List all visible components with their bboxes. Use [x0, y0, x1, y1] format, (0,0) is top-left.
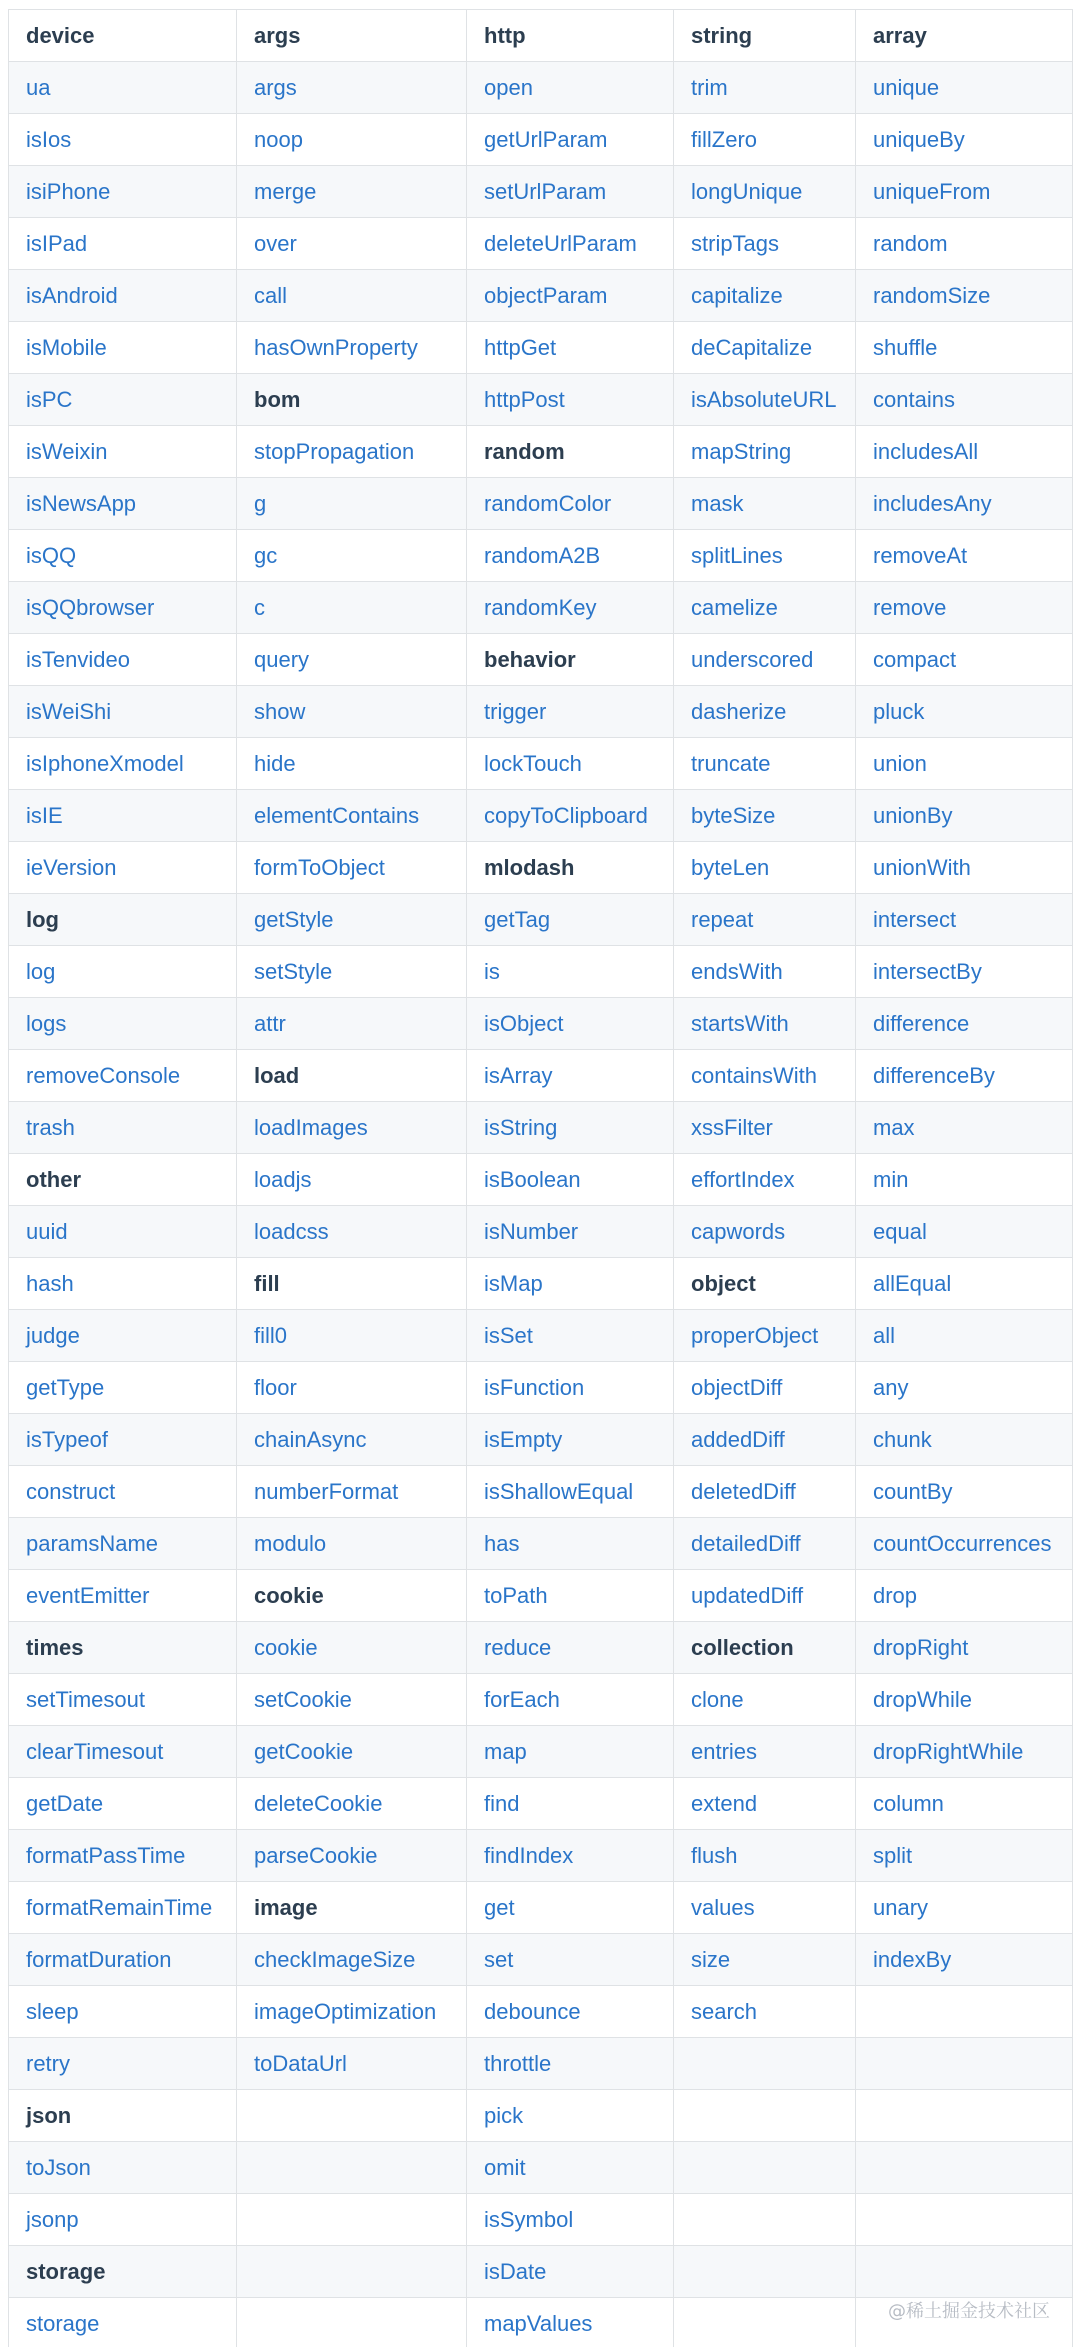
empty-cell: [674, 2298, 856, 2347]
empty-cell: [237, 2246, 467, 2298]
function-link[interactable]: getUrlParam: [467, 114, 674, 166]
function-link[interactable]: difference: [856, 998, 1073, 1050]
table-row: [9, 1934, 1073, 1986]
function-link[interactable]: debounce: [467, 1986, 674, 2038]
function-link[interactable]: dropWhile: [856, 1674, 1073, 1726]
empty-cell: [856, 2246, 1073, 2298]
function-link[interactable]: isQQ: [9, 530, 237, 582]
function-link[interactable]: addedDiff: [674, 1414, 856, 1466]
function-link[interactable]: toPath: [467, 1570, 674, 1622]
function-link[interactable]: trim: [674, 62, 856, 114]
table-row: [9, 1674, 1073, 1726]
function-link[interactable]: getType: [9, 1362, 237, 1414]
function-link[interactable]: randomColor: [467, 478, 674, 530]
group-heading-cell: fill: [237, 1258, 467, 1310]
group-heading-cell: image: [237, 1882, 467, 1934]
table-row: [9, 530, 1073, 582]
empty-cell: [856, 2038, 1073, 2090]
function-link[interactable]: byteLen: [674, 842, 856, 894]
function-link[interactable]: httpPost: [467, 374, 674, 426]
function-link[interactable]: dasherize: [674, 686, 856, 738]
function-link[interactable]: get: [467, 1882, 674, 1934]
function-link[interactable]: getCookie: [237, 1726, 467, 1778]
function-link[interactable]: elementContains: [237, 790, 467, 842]
function-link[interactable]: attr: [237, 998, 467, 1050]
function-link[interactable]: isPC: [9, 374, 237, 426]
table-row: [9, 2142, 1073, 2194]
function-link[interactable]: is: [467, 946, 674, 998]
function-link[interactable]: modulo: [237, 1518, 467, 1570]
empty-cell: [237, 2194, 467, 2246]
function-link[interactable]: randomSize: [856, 270, 1073, 322]
table-row: [9, 62, 1073, 114]
function-link[interactable]: show: [237, 686, 467, 738]
group-heading-cell: cookie: [237, 1570, 467, 1622]
function-link[interactable]: deleteCookie: [237, 1778, 467, 1830]
function-link[interactable]: paramsName: [9, 1518, 237, 1570]
empty-cell: [237, 2090, 467, 2142]
function-link[interactable]: containsWith: [674, 1050, 856, 1102]
function-link[interactable]: uniqueFrom: [856, 166, 1073, 218]
function-link[interactable]: flush: [674, 1830, 856, 1882]
function-link[interactable]: args: [237, 62, 467, 114]
function-link[interactable]: allEqual: [856, 1258, 1073, 1310]
table-row: [9, 1310, 1073, 1362]
empty-cell: [674, 2246, 856, 2298]
function-link[interactable]: splitLines: [674, 530, 856, 582]
function-link[interactable]: camelize: [674, 582, 856, 634]
function-link[interactable]: intersect: [856, 894, 1073, 946]
function-link[interactable]: toJson: [9, 2142, 237, 2194]
function-link[interactable]: includesAny: [856, 478, 1073, 530]
function-link[interactable]: removeConsole: [9, 1050, 237, 1102]
function-link[interactable]: includesAll: [856, 426, 1073, 478]
table-row: [9, 478, 1073, 530]
group-heading-cell: mlodash: [467, 842, 674, 894]
function-link[interactable]: isNewsApp: [9, 478, 237, 530]
function-link[interactable]: removeAt: [856, 530, 1073, 582]
function-link[interactable]: clone: [674, 1674, 856, 1726]
function-link[interactable]: remove: [856, 582, 1073, 634]
function-link[interactable]: isWeiShi: [9, 686, 237, 738]
group-heading-cell: other: [9, 1154, 237, 1206]
function-link[interactable]: open: [467, 62, 674, 114]
function-link[interactable]: isIPad: [9, 218, 237, 270]
header-row: [9, 10, 1073, 62]
table-row: [9, 946, 1073, 998]
function-link[interactable]: hasOwnProperty: [237, 322, 467, 374]
function-link[interactable]: isArray: [467, 1050, 674, 1102]
function-link[interactable]: parseCookie: [237, 1830, 467, 1882]
function-link[interactable]: repeat: [674, 894, 856, 946]
function-link[interactable]: forEach: [467, 1674, 674, 1726]
function-link[interactable]: clearTimesout: [9, 1726, 237, 1778]
function-link[interactable]: hash: [9, 1258, 237, 1310]
function-link[interactable]: objectDiff: [674, 1362, 856, 1414]
function-link[interactable]: extend: [674, 1778, 856, 1830]
function-link[interactable]: isObject: [467, 998, 674, 1050]
function-link[interactable]: loadjs: [237, 1154, 467, 1206]
function-link[interactable]: loadcss: [237, 1206, 467, 1258]
table-row: [9, 2038, 1073, 2090]
table-row: [9, 374, 1073, 426]
table-row: [9, 1154, 1073, 1206]
function-link[interactable]: numberFormat: [237, 1466, 467, 1518]
table-row: [9, 1778, 1073, 1830]
function-link[interactable]: isBoolean: [467, 1154, 674, 1206]
function-link[interactable]: deCapitalize: [674, 322, 856, 374]
table-row: [9, 1882, 1073, 1934]
function-link[interactable]: merge: [237, 166, 467, 218]
function-link[interactable]: throttle: [467, 2038, 674, 2090]
function-link[interactable]: setTimesout: [9, 1674, 237, 1726]
empty-cell: [674, 2090, 856, 2142]
table-row: [9, 738, 1073, 790]
function-link[interactable]: uuid: [9, 1206, 237, 1258]
function-link[interactable]: omit: [467, 2142, 674, 2194]
function-link[interactable]: isTypeof: [9, 1414, 237, 1466]
table-row: [9, 1102, 1073, 1154]
function-link[interactable]: hide: [237, 738, 467, 790]
function-link[interactable]: construct: [9, 1466, 237, 1518]
function-link[interactable]: isIphoneXmodel: [9, 738, 237, 790]
function-link[interactable]: pick: [467, 2090, 674, 2142]
table-row: [9, 1206, 1073, 1258]
function-link[interactable]: shuffle: [856, 322, 1073, 374]
function-link[interactable]: trigger: [467, 686, 674, 738]
function-link[interactable]: eventEmitter: [9, 1570, 237, 1622]
function-link[interactable]: isIos: [9, 114, 237, 166]
function-link[interactable]: cookie: [237, 1622, 467, 1674]
function-link[interactable]: dropRight: [856, 1622, 1073, 1674]
function-link[interactable]: isAndroid: [9, 270, 237, 322]
function-link[interactable]: contains: [856, 374, 1073, 426]
empty-cell: [856, 2194, 1073, 2246]
function-link[interactable]: startsWith: [674, 998, 856, 1050]
table-row: [9, 1362, 1073, 1414]
function-link[interactable]: call: [237, 270, 467, 322]
function-link[interactable]: chunk: [856, 1414, 1073, 1466]
function-link[interactable]: deletedDiff: [674, 1466, 856, 1518]
function-link[interactable]: union: [856, 738, 1073, 790]
table-row: [9, 2090, 1073, 2142]
function-link[interactable]: formToObject: [237, 842, 467, 894]
function-link[interactable]: search: [674, 1986, 856, 2038]
function-link[interactable]: map: [467, 1726, 674, 1778]
table-row: [9, 2246, 1073, 2298]
table-row: [9, 1622, 1073, 1674]
function-link[interactable]: setCookie: [237, 1674, 467, 1726]
function-link[interactable]: unionBy: [856, 790, 1073, 842]
function-link[interactable]: sleep: [9, 1986, 237, 2038]
table-row: [9, 790, 1073, 842]
function-link[interactable]: isIE: [9, 790, 237, 842]
function-link[interactable]: setUrlParam: [467, 166, 674, 218]
function-link[interactable]: loadImages: [237, 1102, 467, 1154]
table-header: [9, 10, 1073, 62]
table-row: [9, 1986, 1073, 2038]
table-row: [9, 1570, 1073, 1622]
function-link[interactable]: copyToClipboard: [467, 790, 674, 842]
function-link[interactable]: floor: [237, 1362, 467, 1414]
function-link[interactable]: getDate: [9, 1778, 237, 1830]
function-link[interactable]: isEmpty: [467, 1414, 674, 1466]
function-link[interactable]: gc: [237, 530, 467, 582]
empty-cell: [674, 2038, 856, 2090]
empty-cell: [674, 2194, 856, 2246]
group-heading-cell: json: [9, 2090, 237, 2142]
table-row: [9, 166, 1073, 218]
function-link[interactable]: dropRightWhile: [856, 1726, 1073, 1778]
function-link[interactable]: log: [9, 946, 237, 998]
table-row: [9, 998, 1073, 1050]
function-link[interactable]: isShallowEqual: [467, 1466, 674, 1518]
function-link[interactable]: unionWith: [856, 842, 1073, 894]
function-link[interactable]: setStyle: [237, 946, 467, 998]
function-link[interactable]: countBy: [856, 1466, 1073, 1518]
function-link[interactable]: httpGet: [467, 322, 674, 374]
table-row: [9, 322, 1073, 374]
function-link[interactable]: intersectBy: [856, 946, 1073, 998]
empty-cell: [237, 2142, 467, 2194]
function-link[interactable]: isMap: [467, 1258, 674, 1310]
function-link[interactable]: ua: [9, 62, 237, 114]
column-header-string: string: [674, 10, 856, 62]
function-link[interactable]: unique: [856, 62, 1073, 114]
empty-cell: [856, 2142, 1073, 2194]
group-heading-cell: object: [674, 1258, 856, 1310]
empty-cell: [674, 2142, 856, 2194]
table-row: [9, 1258, 1073, 1310]
function-link[interactable]: isMobile: [9, 322, 237, 374]
group-heading-cell: times: [9, 1622, 237, 1674]
table-row: [9, 270, 1073, 322]
function-link[interactable]: findIndex: [467, 1830, 674, 1882]
api-function-table: [8, 9, 1073, 2347]
group-heading-cell: collection: [674, 1622, 856, 1674]
function-link[interactable]: capitalize: [674, 270, 856, 322]
function-link[interactable]: isQQbrowser: [9, 582, 237, 634]
function-link[interactable]: detailedDiff: [674, 1518, 856, 1570]
function-link[interactable]: size: [674, 1934, 856, 1986]
table-row: [9, 114, 1073, 166]
function-link[interactable]: isWeixin: [9, 426, 237, 478]
function-link[interactable]: isiPhone: [9, 166, 237, 218]
function-link[interactable]: randomA2B: [467, 530, 674, 582]
group-heading-cell: load: [237, 1050, 467, 1102]
function-link[interactable]: isTenvideo: [9, 634, 237, 686]
function-link[interactable]: countOccurrences: [856, 1518, 1073, 1570]
function-link[interactable]: column: [856, 1778, 1073, 1830]
function-link[interactable]: find: [467, 1778, 674, 1830]
table-row: [9, 1830, 1073, 1882]
table-row: [9, 1466, 1073, 1518]
table-row: [9, 218, 1073, 270]
function-link[interactable]: ieVersion: [9, 842, 237, 894]
function-link[interactable]: imageOptimization: [237, 1986, 467, 2038]
table-row: [9, 894, 1073, 946]
function-link[interactable]: drop: [856, 1570, 1073, 1622]
function-link[interactable]: differenceBy: [856, 1050, 1073, 1102]
function-link[interactable]: getTag: [467, 894, 674, 946]
group-heading-cell: behavior: [467, 634, 674, 686]
group-heading-cell: bom: [237, 374, 467, 426]
function-link[interactable]: underscored: [674, 634, 856, 686]
function-link[interactable]: logs: [9, 998, 237, 1050]
function-link[interactable]: mapValues: [467, 2298, 674, 2347]
function-link[interactable]: toDataUrl: [237, 2038, 467, 2090]
function-link[interactable]: values: [674, 1882, 856, 1934]
function-link[interactable]: xssFilter: [674, 1102, 856, 1154]
function-link[interactable]: formatDuration: [9, 1934, 237, 1986]
function-link[interactable]: fillZero: [674, 114, 856, 166]
function-link[interactable]: compact: [856, 634, 1073, 686]
function-link[interactable]: formatPassTime: [9, 1830, 237, 1882]
function-link[interactable]: unary: [856, 1882, 1073, 1934]
column-header-device: device: [9, 10, 237, 62]
function-link[interactable]: checkImageSize: [237, 1934, 467, 1986]
function-link[interactable]: trash: [9, 1102, 237, 1154]
function-link[interactable]: pluck: [856, 686, 1073, 738]
function-link[interactable]: max: [856, 1102, 1073, 1154]
function-link[interactable]: effortIndex: [674, 1154, 856, 1206]
function-link[interactable]: isSet: [467, 1310, 674, 1362]
function-link[interactable]: isSymbol: [467, 2194, 674, 2246]
function-link[interactable]: random: [856, 218, 1073, 270]
function-link[interactable]: truncate: [674, 738, 856, 790]
table-row: [9, 426, 1073, 478]
function-link[interactable]: isNumber: [467, 1206, 674, 1258]
table-row: [9, 1050, 1073, 1102]
function-link[interactable]: g: [237, 478, 467, 530]
function-link[interactable]: indexBy: [856, 1934, 1073, 1986]
function-link[interactable]: isAbsoluteURL: [674, 374, 856, 426]
function-link[interactable]: objectParam: [467, 270, 674, 322]
table-row: [9, 1726, 1073, 1778]
table-row: [9, 2194, 1073, 2246]
function-link[interactable]: stopPropagation: [237, 426, 467, 478]
function-link[interactable]: getStyle: [237, 894, 467, 946]
function-link[interactable]: reduce: [467, 1622, 674, 1674]
function-link[interactable]: deleteUrlParam: [467, 218, 674, 270]
group-heading-cell: random: [467, 426, 674, 478]
function-link[interactable]: min: [856, 1154, 1073, 1206]
function-link[interactable]: stripTags: [674, 218, 856, 270]
function-link[interactable]: isDate: [467, 2246, 674, 2298]
table-row: [9, 1518, 1073, 1570]
function-link[interactable]: entries: [674, 1726, 856, 1778]
table-row: [9, 582, 1073, 634]
function-link[interactable]: byteSize: [674, 790, 856, 842]
empty-cell: [856, 2090, 1073, 2142]
column-header-http: http: [467, 10, 674, 62]
table-row: [9, 634, 1073, 686]
function-link[interactable]: all: [856, 1310, 1073, 1362]
group-heading-cell: storage: [9, 2246, 237, 2298]
function-link[interactable]: capwords: [674, 1206, 856, 1258]
function-link[interactable]: jsonp: [9, 2194, 237, 2246]
function-link[interactable]: uniqueBy: [856, 114, 1073, 166]
function-link[interactable]: noop: [237, 114, 467, 166]
function-link[interactable]: isString: [467, 1102, 674, 1154]
function-link[interactable]: longUnique: [674, 166, 856, 218]
function-link[interactable]: isFunction: [467, 1362, 674, 1414]
watermark: @稀土掘金技术社区: [888, 2301, 1050, 2322]
function-link[interactable]: over: [237, 218, 467, 270]
function-link[interactable]: chainAsync: [237, 1414, 467, 1466]
function-link[interactable]: randomKey: [467, 582, 674, 634]
function-link[interactable]: updatedDiff: [674, 1570, 856, 1622]
function-link[interactable]: c: [237, 582, 467, 634]
function-link[interactable]: mapString: [674, 426, 856, 478]
table-row: [9, 1414, 1073, 1466]
function-link[interactable]: lockTouch: [467, 738, 674, 790]
function-link[interactable]: query: [237, 634, 467, 686]
function-link[interactable]: retry: [9, 2038, 237, 2090]
empty-cell: [856, 1986, 1073, 2038]
table-row: [9, 686, 1073, 738]
column-header-array: array: [856, 10, 1073, 62]
function-link[interactable]: fill0: [237, 1310, 467, 1362]
function-link[interactable]: has: [467, 1518, 674, 1570]
function-link[interactable]: set: [467, 1934, 674, 1986]
function-link[interactable]: equal: [856, 1206, 1073, 1258]
group-heading-cell: log: [9, 894, 237, 946]
table-body: [9, 62, 1073, 2347]
function-link[interactable]: properObject: [674, 1310, 856, 1362]
function-link[interactable]: split: [856, 1830, 1073, 1882]
function-link[interactable]: any: [856, 1362, 1073, 1414]
function-link[interactable]: mask: [674, 478, 856, 530]
function-link[interactable]: storage: [9, 2298, 237, 2347]
table-row: [9, 842, 1073, 894]
function-link[interactable]: judge: [9, 1310, 237, 1362]
function-link[interactable]: endsWith: [674, 946, 856, 998]
function-link[interactable]: formatRemainTime: [9, 1882, 237, 1934]
column-header-args: args: [237, 10, 467, 62]
empty-cell: [237, 2298, 467, 2347]
